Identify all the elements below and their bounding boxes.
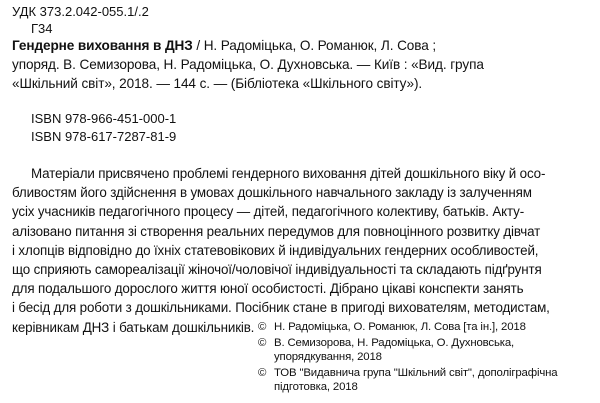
annotation-line: усіх учасників педагогічного процесу — дітей, педагогічного колективу, батьків. Акту-	[12, 204, 525, 220]
annotation-line: і хлопців відповідно до їхніх статевовікових й індивідуальних гендерних особливостей,	[12, 242, 539, 258]
copyright-text: підготовка, 2018	[274, 381, 358, 394]
copyright-item	[258, 366, 598, 395]
copyright-icon: ©	[258, 366, 267, 379]
classification-code: Г34	[31, 21, 53, 36]
annotation-line: бливостям його здійснення в умовах дошкільного навчального закладу із залученням	[12, 185, 532, 201]
udc-code: УДК 373.2.042-055.1/.2	[12, 4, 149, 19]
copyright-text: В. Семизорова, Н. Радоміцька, О. Духновська,	[274, 336, 515, 349]
authors: / Н. Радоміцька, О. Романюк, Л. Сова ;	[192, 38, 437, 53]
copyright-text: ТОВ "Видавнича група "Шкільний світ", дополіграфічна	[274, 366, 558, 379]
copyright-text: упорядкування, 2018	[274, 351, 382, 364]
book-title: Гендерне виховання в ДНЗ	[12, 38, 193, 53]
annotation-line: керівникам ДНЗ і батькам дошкільників.	[12, 319, 255, 335]
copyright-icon: ©	[258, 336, 267, 349]
annotation-line: для подальшого дорослого життя юної особистості. Дібрано цікаві конспекти занять	[12, 281, 524, 297]
biblio-line-1	[12, 36, 596, 55]
biblio-line-2: упоряд. В. Семизорова, Н. Радоміцька, О. Духновська. — Київ : «Вид. група	[12, 57, 484, 72]
annotation	[12, 164, 596, 337]
annotation-line: алізовано питання зі створення реальних передумов для повноцінного розвитку дівчат	[12, 223, 541, 239]
isbn-block	[31, 110, 176, 146]
copyright-item	[258, 336, 598, 365]
copyright-item	[258, 320, 598, 335]
copyright-block	[258, 320, 598, 396]
isbn-2: ISBN 978-617-7287-81-9	[31, 129, 177, 144]
annotation-line: Матеріали присвячено проблемі гендерного виховання дітей дошкільного віку й осо-	[31, 166, 546, 181]
biblio-line-3: «Шкільний світ», 2018. — 144 с. — (Бібліотека «Шкільного світу»).	[12, 76, 423, 91]
isbn-1: ISBN 978-966-451-000-1	[31, 111, 177, 126]
bibliographic-record	[12, 36, 596, 93]
annotation-line: і бесід для роботи з дошкільниками. Посібник стане в пригоді вихователям, методистам,	[12, 300, 550, 316]
annotation-line: що сприяють самореалізації жіночої/чоловічої індивідуальності та складають підґрунтя	[12, 262, 542, 278]
copyright-icon: ©	[258, 321, 267, 333]
copyright-text: Н. Радоміцька, О. Романюк, Л. Сова [та ін.], 2018	[274, 321, 526, 333]
